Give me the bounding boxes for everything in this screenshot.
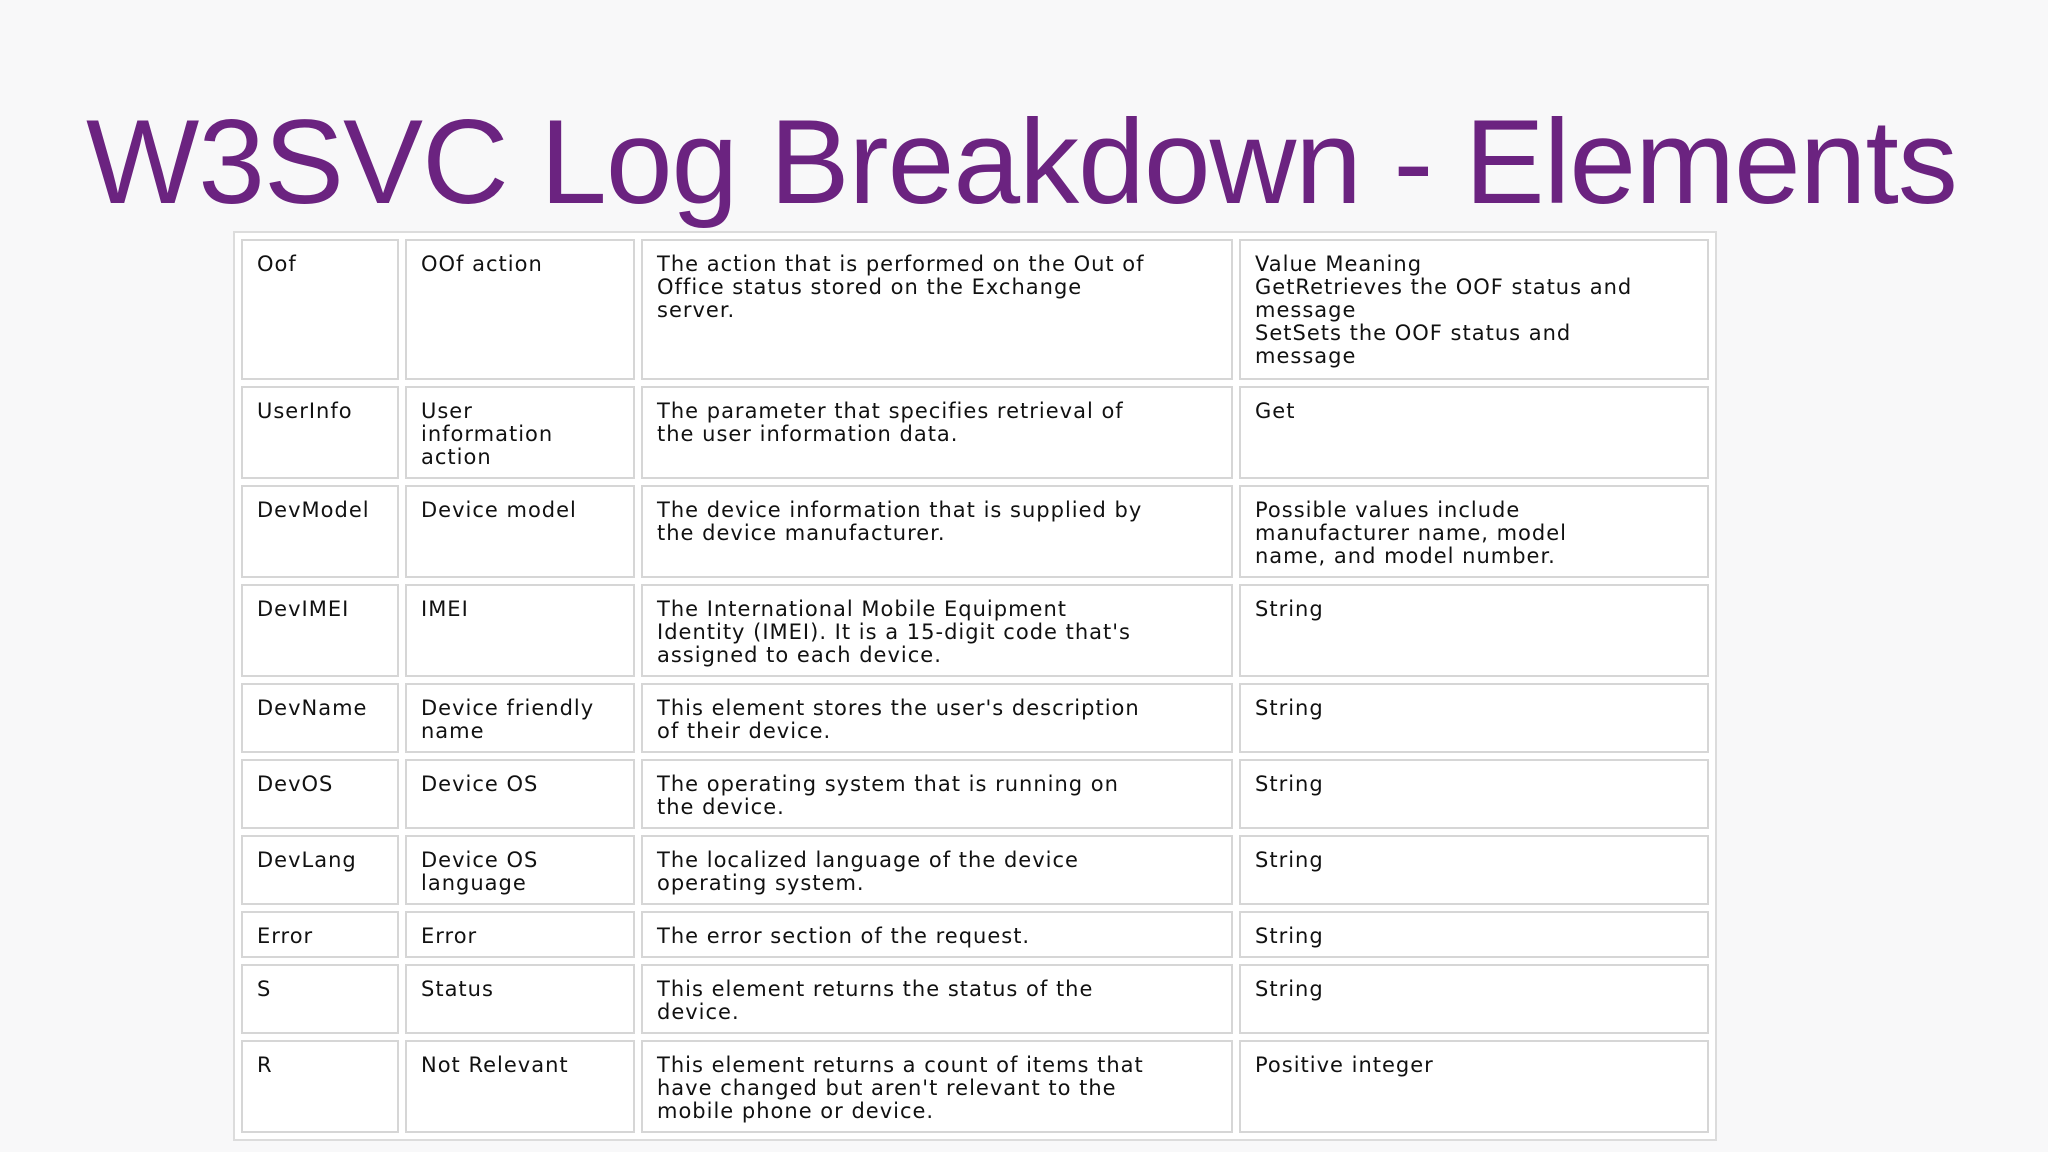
table-row xyxy=(241,485,1709,578)
name-cell: User information action xyxy=(405,386,635,479)
element-cell: R xyxy=(241,1040,399,1133)
value-cell: String xyxy=(1239,584,1709,677)
value-cell: Get xyxy=(1239,386,1709,479)
description-cell: The International Mobile Equipment Identity (IMEI). It is a 15-digit code that's assigned to each device. xyxy=(641,584,1233,677)
element-cell: Oof xyxy=(241,239,399,380)
description-cell: This element returns the status of the device. xyxy=(641,964,1233,1034)
value-cell: Positive integer xyxy=(1239,1040,1709,1133)
table-row xyxy=(241,683,1709,753)
table-row xyxy=(241,584,1709,677)
description-cell: The parameter that specifies retrieval of the user information data. xyxy=(641,386,1233,479)
name-cell: IMEI xyxy=(405,584,635,677)
table-row xyxy=(241,239,1709,380)
slide-title: W3SVC Log Breakdown - Elements xyxy=(86,95,1957,229)
description-cell: This element stores the user's description of their device. xyxy=(641,683,1233,753)
name-cell: Status xyxy=(405,964,635,1034)
elements-table xyxy=(233,231,1717,1141)
element-cell: DevOS xyxy=(241,759,399,829)
name-cell: Error xyxy=(405,911,635,958)
name-cell: Not Relevant xyxy=(405,1040,635,1133)
name-cell: Device friendly name xyxy=(405,683,635,753)
description-cell: The device information that is supplied by the device manufacturer. xyxy=(641,485,1233,578)
table-row xyxy=(241,911,1709,958)
value-cell: String xyxy=(1239,759,1709,829)
value-cell: Possible values include manufacturer name, model name, and model number. xyxy=(1239,485,1709,578)
name-cell: Device model xyxy=(405,485,635,578)
value-cell: String xyxy=(1239,683,1709,753)
table-row xyxy=(241,759,1709,829)
element-cell: DevModel xyxy=(241,485,399,578)
value-cell: String xyxy=(1239,964,1709,1034)
table-row xyxy=(241,1040,1709,1133)
name-cell: OOf action xyxy=(405,239,635,380)
element-cell: Error xyxy=(241,911,399,958)
description-cell: The localized language of the device operating system. xyxy=(641,835,1233,905)
element-cell: DevLang xyxy=(241,835,399,905)
element-cell: UserInfo xyxy=(241,386,399,479)
value-cell: Value Meaning GetRetrieves the OOF status and message SetSets the OOF status and message xyxy=(1239,239,1709,380)
description-cell: This element returns a count of items that have changed but aren't relevant to the mobile phone or device. xyxy=(641,1040,1233,1133)
elements-table-container xyxy=(233,231,1717,1141)
description-cell: The operating system that is running on the device. xyxy=(641,759,1233,829)
element-cell: DevIMEI xyxy=(241,584,399,677)
description-cell: The action that is performed on the Out of Office status stored on the Exchange server. xyxy=(641,239,1233,380)
name-cell: Device OS language xyxy=(405,835,635,905)
value-cell: String xyxy=(1239,911,1709,958)
name-cell: Device OS xyxy=(405,759,635,829)
element-cell: S xyxy=(241,964,399,1034)
element-cell: DevName xyxy=(241,683,399,753)
table-row xyxy=(241,964,1709,1034)
description-cell: The error section of the request. xyxy=(641,911,1233,958)
table-row xyxy=(241,386,1709,479)
table-row xyxy=(241,835,1709,905)
value-cell: String xyxy=(1239,835,1709,905)
